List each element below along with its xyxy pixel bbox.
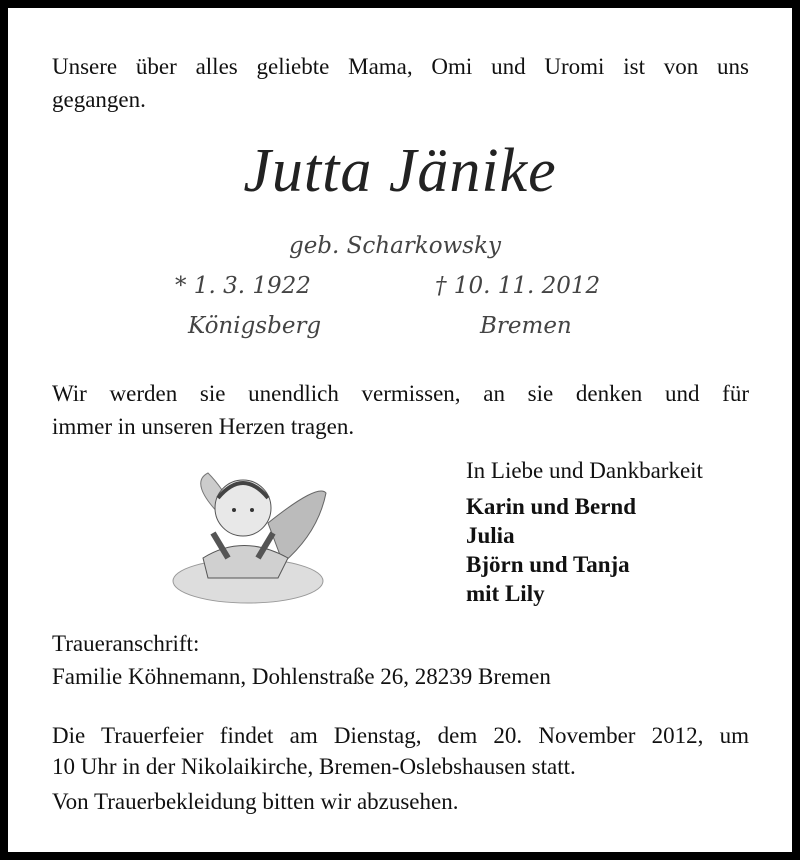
mourner-name: Julia <box>466 523 515 548</box>
deceased-name: Jutta Jänike <box>243 137 557 205</box>
message-line-2: immer in unseren Herzen tragen. <box>52 414 355 439</box>
death-date: † 10. 11. 2012 <box>435 273 601 299</box>
mourners-intro: In Liebe und Dankbarkeit <box>466 458 703 483</box>
address-value: Familie Köhnemann, Dohlenstraße 26, 28239 Bremen <box>52 664 551 689</box>
service-block <box>52 720 749 817</box>
service-line-1: Die Trauerfeier findet am Dienstag, dem 20. November 2012, um <box>52 723 749 748</box>
service-note: Von Trauerbekleidung bitten wir abzusehen. <box>52 789 459 814</box>
address-block <box>52 627 749 693</box>
address-label: Traueranschrift: <box>52 631 200 656</box>
mourner-name: Björn und Tanja <box>466 552 630 577</box>
mourner-name: Karin und Bernd <box>466 494 636 519</box>
birth-place: Königsberg <box>188 313 322 339</box>
intro-line-2: gegangen. <box>52 87 146 112</box>
intro-text <box>52 50 749 116</box>
angel-image <box>168 463 333 608</box>
message-text <box>52 377 749 443</box>
obituary-notice <box>8 8 792 852</box>
service-line-2: 10 Uhr in der Nikolaikirche, Bremen-Oslebshausen statt. <box>52 754 576 779</box>
mourner-name: mit Lily <box>466 581 545 606</box>
intro-line-1: Unsere über alles geliebte Mama, Omi und Uromi ist von uns <box>52 54 749 79</box>
birth-date: * 1. 3. 1922 <box>175 273 311 299</box>
death-place: Bremen <box>480 313 572 339</box>
maiden-name: geb. Scharkowsky <box>288 233 502 259</box>
message-line-1: Wir werden sie unendlich vermissen, an sie denken und für <box>52 381 749 406</box>
